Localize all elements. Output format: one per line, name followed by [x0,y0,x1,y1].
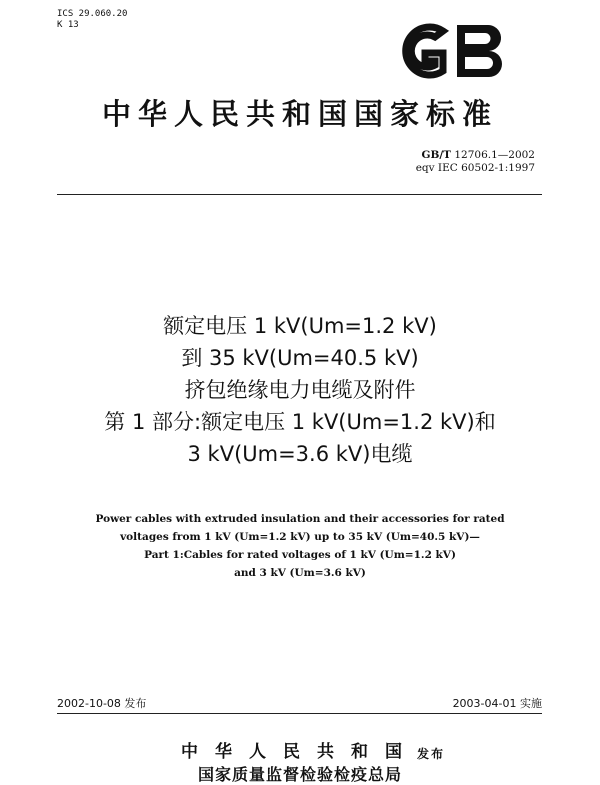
equivalence: eqv IEC 60502-1:1997 [415,162,535,174]
cn-title-line-1: 额定电压 1 kV(Um=1.2 kV) [163,314,437,338]
en-title-line-3: Part 1:Cables for rated voltages of 1 kV (Um=1.2 kV) [144,549,456,561]
cn-title-line-5: 3 kV(Um=3.6 kV)电缆 [187,442,413,466]
issuer-block [0,737,600,785]
en-title-line-2: voltages from 1 kV (Um=1.2 kV) up to 35 kV (Um=40.5 kV)— [120,531,480,543]
cn-title-line-4: 第 1 部分:额定电压 1 kV(Um=1.2 kV)和 [104,410,496,434]
issuer-line-1: 中华人民共和国 [181,742,419,762]
issuer-line-2: 国家质量监督检验检疫总局 [197,765,402,784]
english-title [0,510,600,582]
standard-type-title: 中华人民共和国国家标准 [101,97,498,131]
classification-codes [57,9,127,31]
ccs-code: K 13 [57,20,79,30]
implement-date: 2003-04-01 实施 [452,697,542,710]
gb-logo-b [457,25,502,77]
footer-divider [57,713,542,714]
header-divider [57,194,542,195]
gb-logo-label: GB [393,17,395,18]
chinese-title [0,310,600,470]
ics-code: ICS 29.060.20 [57,9,128,19]
standard-number-block [416,149,535,175]
en-title-line-4: and 3 kV (Um=3.6 kV) [234,567,366,579]
std-number: 12706.1—2002 [454,149,535,161]
std-prefix: GB/T [421,149,451,161]
issue-action: 发布 [417,747,446,761]
en-title-line-1: Power cables with extruded insulation and their accessories for rated [95,513,505,525]
gb-logo-g [406,27,443,75]
publish-date: 2002-10-08 发布 [57,697,147,710]
cn-title-line-2: 到 35 kV(Um=40.5 kV) [181,346,419,370]
cn-title-line-3: 挤包绝缘电力电缆及附件 [184,378,416,402]
gb-logo [393,17,513,85]
